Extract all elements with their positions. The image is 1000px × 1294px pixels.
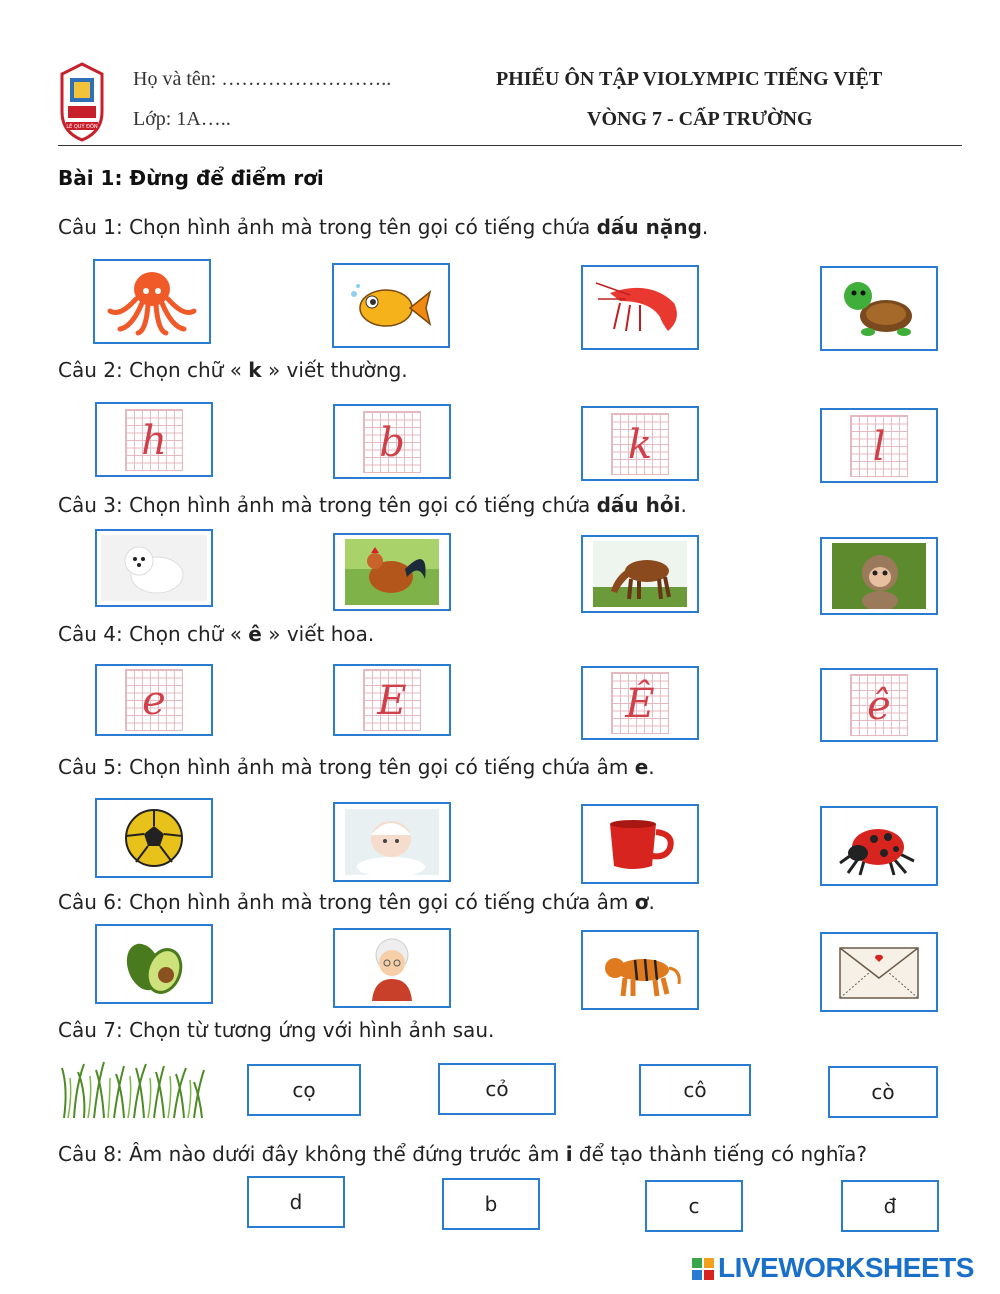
tiger-icon: [595, 940, 685, 1000]
option-ladybug[interactable]: [820, 806, 938, 886]
option-word-2[interactable]: cỏ: [438, 1063, 556, 1115]
handwriting-grid: E: [363, 669, 421, 731]
turtle-icon: [834, 274, 924, 344]
logo-text: LÊ QUÝ ĐÔN: [66, 124, 98, 130]
option-horse[interactable]: [581, 535, 699, 613]
option-word-3[interactable]: cô: [639, 1064, 751, 1116]
monkey-photo-icon: [832, 543, 926, 609]
option-letter-b[interactable]: [333, 404, 451, 479]
option-turtle[interactable]: [820, 266, 938, 351]
handwriting-grid: ê: [850, 674, 908, 736]
handwriting-grid: Ê: [611, 672, 669, 734]
avocado-icon: [114, 931, 194, 997]
question-6: Câu 6: Chọn hình ảnh mà trong tên gọi có tiếng chứa âm ơ.: [58, 890, 655, 914]
option-letter-e-lower[interactable]: [95, 664, 213, 736]
option-word-1[interactable]: cọ: [247, 1064, 361, 1116]
cup-icon: [600, 814, 680, 874]
liveworksheets-brand[interactable]: LIVEWORKSHEETS: [718, 1252, 974, 1283]
option-sound-2[interactable]: b: [442, 1178, 540, 1230]
option-sound-1[interactable]: d: [247, 1176, 345, 1228]
handwriting-grid: l: [850, 415, 908, 477]
ladybug-icon: [834, 813, 924, 879]
option-octopus[interactable]: [93, 259, 211, 344]
option-sound-4[interactable]: đ: [841, 1180, 939, 1232]
horse-photo-icon: [593, 541, 687, 607]
option-baby[interactable]: [333, 802, 451, 882]
handwriting-grid: e: [125, 669, 183, 731]
option-letter-l[interactable]: [820, 408, 938, 483]
name-field-label: Họ và tên: ……………………..: [133, 68, 392, 90]
option-cup[interactable]: [581, 804, 699, 884]
handwriting-grid: h: [125, 409, 183, 471]
handwriting-grid: k: [611, 413, 669, 475]
option-letter-h[interactable]: [95, 402, 213, 477]
option-shrimp[interactable]: [581, 265, 699, 350]
grass-image: [58, 1058, 208, 1120]
question-4: Câu 4: Chọn chữ « ê » viết hoa.: [58, 622, 375, 646]
option-monkey[interactable]: [820, 537, 938, 615]
section-title: Bài 1: Đừng để điểm rơi: [58, 166, 324, 190]
rooster-photo-icon: [345, 539, 439, 605]
question-5: Câu 5: Chọn hình ảnh mà trong tên gọi có tiếng chứa âm e.: [58, 755, 655, 779]
option-letter-e-upper[interactable]: [333, 664, 451, 736]
option-tiger[interactable]: [581, 930, 699, 1010]
option-letter-e-circumflex-upper[interactable]: [581, 666, 699, 740]
question-1: Câu 1: Chọn hình ảnh mà trong tên gọi có tiếng chứa dấu nặng.: [58, 215, 709, 239]
option-rooster[interactable]: [333, 533, 451, 611]
option-envelope[interactable]: [820, 932, 938, 1012]
option-dog[interactable]: [95, 529, 213, 607]
option-fish[interactable]: [332, 263, 450, 348]
question-8: Câu 8: Âm nào dưới đây không thể đứng trước âm i để tạo thành tiếng có nghĩa?: [58, 1142, 867, 1166]
question-3: Câu 3: Chọn hình ảnh mà trong tên gọi có tiếng chứa dấu hỏi.: [58, 493, 687, 517]
baby-photo-icon: [345, 809, 439, 875]
worksheet-subtitle: VÒNG 7 - CẤP TRƯỜNG: [587, 108, 813, 130]
header-divider: [58, 145, 962, 146]
fish-icon: [346, 276, 436, 336]
octopus-icon: [102, 267, 202, 337]
liveworksheets-logo-icon: [692, 1258, 714, 1280]
question-7: Câu 7: Chọn từ tương ứng với hình ảnh sau.: [58, 1018, 495, 1042]
handwriting-grid: b: [363, 411, 421, 473]
school-logo: [58, 62, 106, 142]
grandmother-icon: [352, 935, 432, 1001]
option-word-4[interactable]: cò: [828, 1066, 938, 1118]
question-2: Câu 2: Chọn chữ « k » viết thường.: [58, 358, 408, 382]
shrimp-icon: [590, 273, 690, 343]
option-avocado[interactable]: [95, 924, 213, 1004]
dog-photo-icon: [101, 535, 207, 601]
option-letter-k[interactable]: [581, 406, 699, 481]
soccer-ball-icon: [122, 806, 186, 870]
option-sound-3[interactable]: c: [645, 1180, 743, 1232]
option-ball[interactable]: [95, 798, 213, 878]
envelope-icon: [834, 940, 924, 1004]
class-field-label: Lớp: 1A…..: [133, 108, 231, 130]
worksheet-title: PHIẾU ÔN TẬP VIOLYMPIC TIẾNG VIỆT: [496, 68, 883, 90]
option-grandmother[interactable]: [333, 928, 451, 1008]
option-letter-e-circumflex-lower[interactable]: [820, 668, 938, 742]
